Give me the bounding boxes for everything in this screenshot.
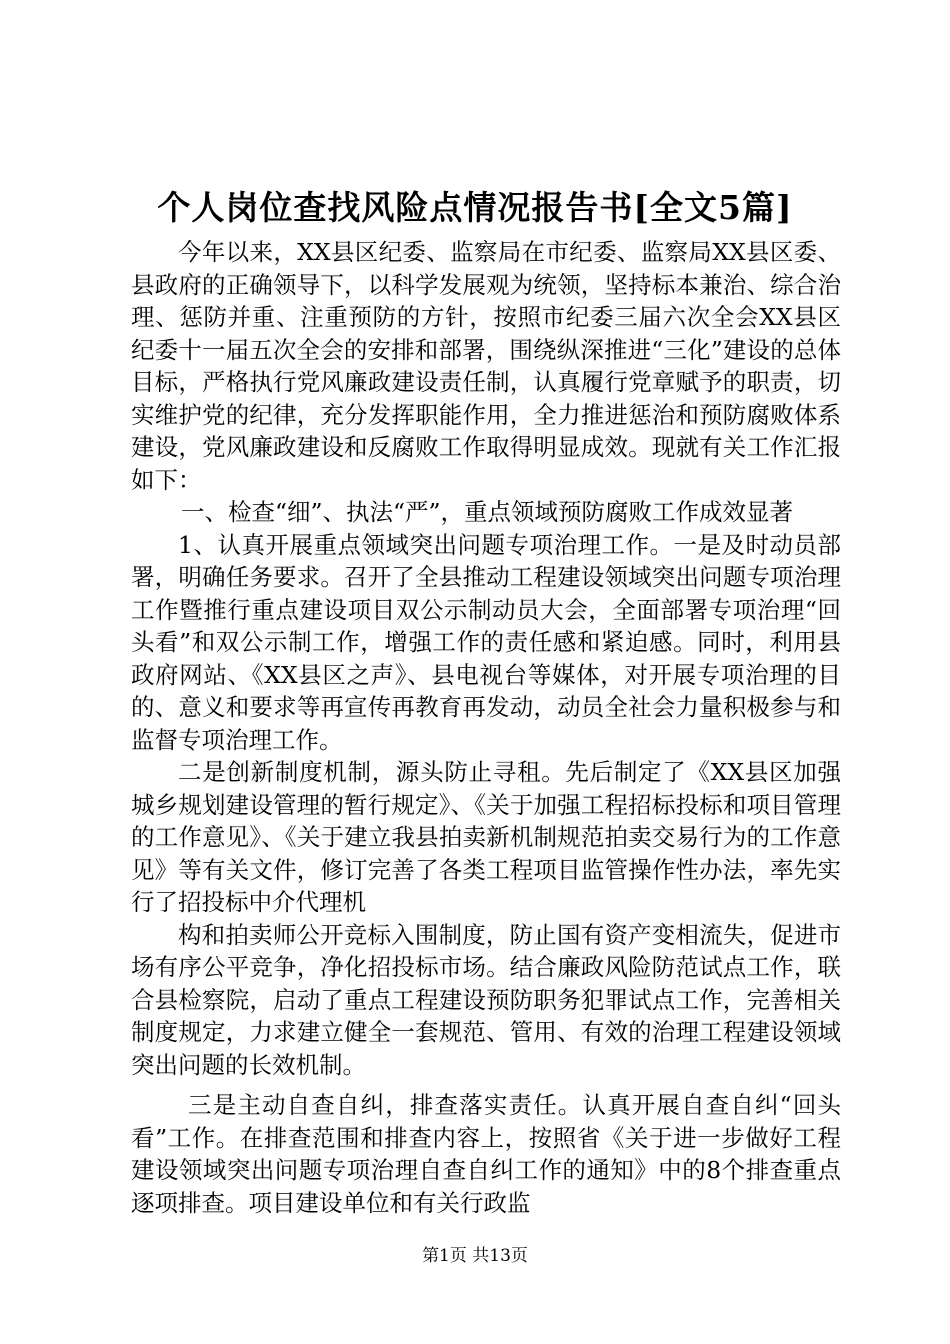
- paragraph-second: 二是创新制度机制，源头防止寻租。先后制定了《XX县区加强城乡规划建设管理的暂行规定》、《关于加强工程招标投标和项目管理的工作意见》、《关于建立我县拍卖新机制规范拍卖交易行为的工作意见》等有关文件，修订完善了各类工程项目监管操作性办法，率先实行了招投标中介代理机: [131, 758, 841, 916]
- paragraph-intro: 今年以来，XX县区纪委、监察局在市纪委、监察局XX县区委、县政府的正确领导下，以科学发展观为统领，坚持标本兼治、综合治理、惩防并重、注重预防的方针，按照市纪委三届六次全会XX县区纪委十一届五次全会的安排和部署，围绕纵深推进“三化”建设的总体目标，严格执行党风廉政建设责任制，认真履行党章赋予的职责，切实维护党的纪律，充分发挥职能作用，全力推进惩治和预防腐败体系建设，党风廉政建设和反腐败工作取得明显成效。现就有关工作汇报如下：: [131, 238, 841, 494]
- paragraph-third: 三是主动自查自纠，排查落实责任。认真开展自查自纠“回头看”工作。在排查范围和排查内容上，按照省《关于进一步做好工程建设领域突出问题专项治理自查自纠工作的通知》中的8个排查重点逐项排查。项目建设单位和有关行政监: [131, 1091, 841, 1217]
- paragraph-continuation: 构和拍卖师公开竞标入围制度，防止国有资产变相流失，促进市场有序公平竞争，净化招投标市场。结合廉政风险防范试点工作，联合县检察院，启动了重点工程建设预防职务犯罪试点工作，完善相关制度规定，力求建立健全一套规范、管用、有效的治理工程建设领域突出问题的长效机制。: [131, 920, 841, 1079]
- document-body: [131, 236, 841, 1219]
- page-footer: 第1页 共13页: [422, 1246, 528, 1266]
- section-heading-1: 一、检查“细”、执法“严”，重点领域预防腐败工作成效显著: [181, 498, 794, 526]
- paragraph-item-1: 1、认真开展重点领域突出问题专项治理工作。一是及时动员部署，明确任务要求。召开了全县推动工程建设领域突出问题专项治理工作暨推行重点建设项目双公示制动员大会，全面部署专项治理“回头看”和双公示制工作，增强工作的责任感和紧迫感。同时，利用县政府网站、《XX县区之声》、县电视台等媒体，对开展专项治理的目的、意义和要求等再宣传再教育再发动，动员全社会力量积极参与和监督专项治理工作。: [131, 530, 841, 754]
- document-title: 个人岗位查找风险点情况报告书[全文5篇]: [157, 188, 793, 227]
